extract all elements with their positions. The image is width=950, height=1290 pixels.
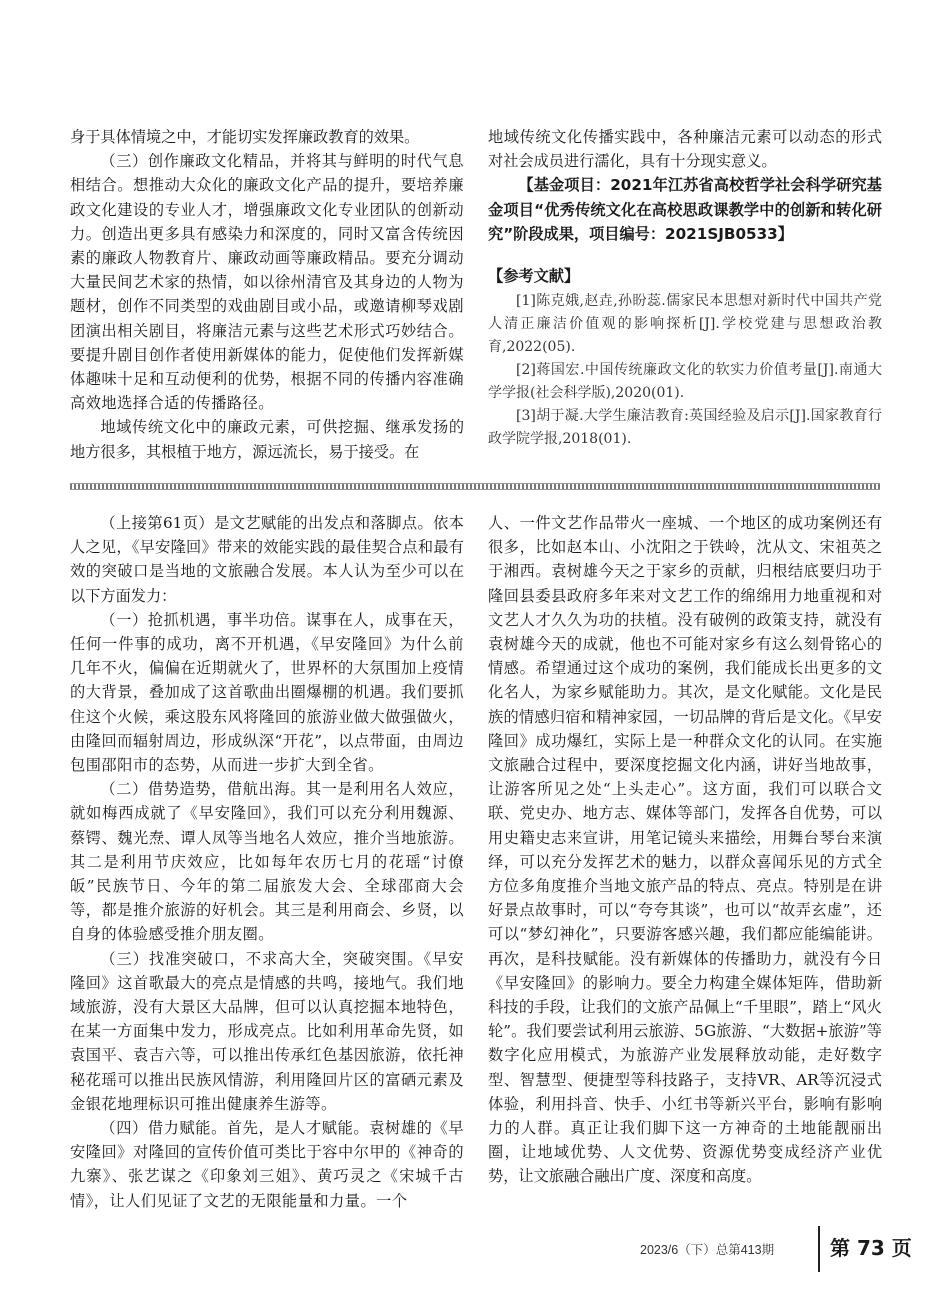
reference-item: [3]胡于凝.大学生廉洁教育:英国经验及启示[J].国家教育行政学院学报,2018(01). <box>488 408 882 448</box>
fund-note: 【基金项目：2021年江苏省高校哲学社会科学研究基金项目“优秀传统文化在高校思政课教学中的创新和转化研究”阶段成果，项目编号：2021SJB0533】 <box>488 176 882 243</box>
references-heading: 【参考文献】 <box>488 267 580 286</box>
top-right-column <box>488 125 882 465</box>
paragraph: （三）找准突破口，不求高大全，突破突围。《早安隆回》这首歌最大的亮点是情感的共鸣，接地气。我们地域旅游，没有大景区大品牌，但可以认真挖掘本地特色，在某一方面集中发力，形成亮点。比如利用革命先贤，如袁国平、袁吉六等，可以推出传承红色基因旅游，依托神秘花瑶可以推出民族风情游，利用隆回片区的富硒元素及金银花地理标识可推出健康养生游等。 <box>70 949 464 1113</box>
page-number: 第 73 页 <box>830 1236 912 1260</box>
issue-info: 2023/6（下）总第413期 <box>640 1243 775 1257</box>
reference-item: [2]蒋国宏.中国传统廉政文化的软实力价值考量[J].南通大学学报(社会科学版),2020(01). <box>488 362 882 402</box>
bottom-right-column <box>488 511 882 1211</box>
top-left-column <box>70 125 464 465</box>
paragraph: （一）抢抓机遇，事半功倍。谋事在人，成事在天，任何一件事的成功，离不开机遇，《早安隆回》为什么前几年不火，偏偏在近期就火了，世界杯的大氛围加上疫情的大背景，叠加成了这首歌曲出圈爆棚的机遇。我们要抓住这个火候，乘这股东风将隆回的旅游业做大做强做火，由隆回而辐射周边，形成纵深“开花”，以点带面，由周边包围邵阳市的态势，从而进一步扩大到全省。 <box>70 610 464 775</box>
paragraph: （四）借力赋能。首先，是人才赋能。袁树雄的《早安隆回》对隆回的宣传价值可类比于容中尔甲的《神奇的九寨》、张艺谋之《印象刘三姐》、黄巧灵之《宋城千古情》，让人们见证了文艺的无限能量和力量。一个 <box>70 1119 464 1210</box>
paragraph: （三）创作廉政文化精品，并将其与鲜明的时代气息相结合。想推动大众化的廉政文化产品的提升，要培养廉政文化建设的专业人才，增强廉政文化专业团队的创新动力。创造出更多具有感染力和深度的，同时又富含传统因素的廉政人物教育片、廉政动画等廉政精品。要充分调动大量民间艺术家的热情，如以徐州清官及其身边的人物为题材，创作不同类型的戏曲剧目或小品，或邀请柳琴戏剧团演出相关剧目，将廉洁元素与这些艺术形式巧妙结合。要提升剧目创作者使用新媒体的能力，促使他们发挥新媒体趣味十足和互动便利的优势，根据不同的传播内容准确高效地选择合适的传播路径。 <box>70 152 464 413</box>
paragraph: 人、一件文艺作品带火一座城、一个地区的成功案例还有很多，比如赵本山、小沈阳之于铁岭，沈从文、宋祖英之于湘西。袁树雄今天之于家乡的贡献，归根结底要归功于隆回县委县政府多年来对文艺工作的绵绵用力地重视和对文艺人才久久为功的扶植。没有破例的政策支持，就没有袁树雄今天的成就，他也不可能对家乡有这么刻骨铭心的情感。希望通过这个成功的案例，我们能成长出更多的文化名人，为家乡赋能助力。其次，是文化赋能。文化是民族的情感归宿和精神家园，一切品牌的背后是文化。《早安隆回》成功爆红，实际上是一种群众文化的认同。在实施文旅融合过程中，要深度挖掘文化内涵，讲好当地故事，让游客所见之处“上头走心”。这方面，我们可以联合文联、党史办、地方志、媒体等部门，发挥各自优势，可以用史籍史志来宣讲，用笔记镜头来描绘，用舞台琴台来演绎，可以充分发挥艺术的魅力，以群众喜闻乐见的方式全方位多角度推介当地文旅产品的特点、亮点。特别是在讲好景点故事时，可以“夸夸其谈”，也可以“故弄玄虚”，还可以“梦幻神化”，只要游客感兴趣，我们都应能编能讲。再次，是科技赋能。没有新媒体的传播助力，就没有今日《早安隆回》的影响力。要全力构建全媒体矩阵，借助新科技的手段，让我们的文旅产品佩上“千里眼”，踏上“风火轮”。我们要尝试利用云旅游、5G旅游、“大数据+旅游”等数字化应用模式，为旅游产业发展释放动能，走好数字型、智慧型、便捷型等科技路子，支持VR、AR等沉浸式体验，利用抖音、快手、小红书等新兴平台，影响有影响力的人群。真正让我们脚下这一方神奇的土地能靓丽出圈，让地域优势、人文优势、资源优势变成经济产业优势，让文旅融合融出广度、深度和高度。 <box>488 514 882 1186</box>
paragraph: （上接第61页）是文艺赋能的出发点和落脚点。依本人之见，《早安隆回》带来的效能实践的最佳契合点和最有效的突破口是当地的文旅融合发展。本人认为至少可以在以下方面发力： <box>70 514 464 605</box>
reference-item: [1]陈克娥,赵垚,孙盼蕊.儒家民本思想对新时代中国共产党人清正廉洁价值观的影响探析[J].学校党建与思想政治教育,2022(05). <box>488 293 882 356</box>
paragraph: 地域传统文化中的廉政元素，可供挖掘、继承发扬的地方很多，其根植于地方，源远流长，易于接受。在 <box>70 418 464 461</box>
paragraph: 身于具体情境之中，才能切实发挥廉政教育的效果。 <box>70 128 420 146</box>
paragraph: （二）借势造势，借航出海。其一是利用名人效应，就如梅西成就了《早安隆回》，我们可以充分利用魏源、蔡锷、魏光焘、谭人凤等当地名人效应，推介当地旅游。其二是利用节庆效应，比如每年农历七月的花瑶“讨僚皈”民族节日、今年的第二届旅发大会、全球邵商大会等，都是推介旅游的好机会。其三是利用商会、乡贤，以自身的体验感受推介朋友圈。 <box>70 780 464 944</box>
section-divider <box>70 483 880 490</box>
bottom-left-column <box>70 511 464 1211</box>
paragraph: 地域传统文化传播实践中，各种廉洁元素可以动态的形式对社会成员进行濡化，具有十分现实意义。 <box>488 128 882 171</box>
footer-rule <box>818 1226 820 1272</box>
